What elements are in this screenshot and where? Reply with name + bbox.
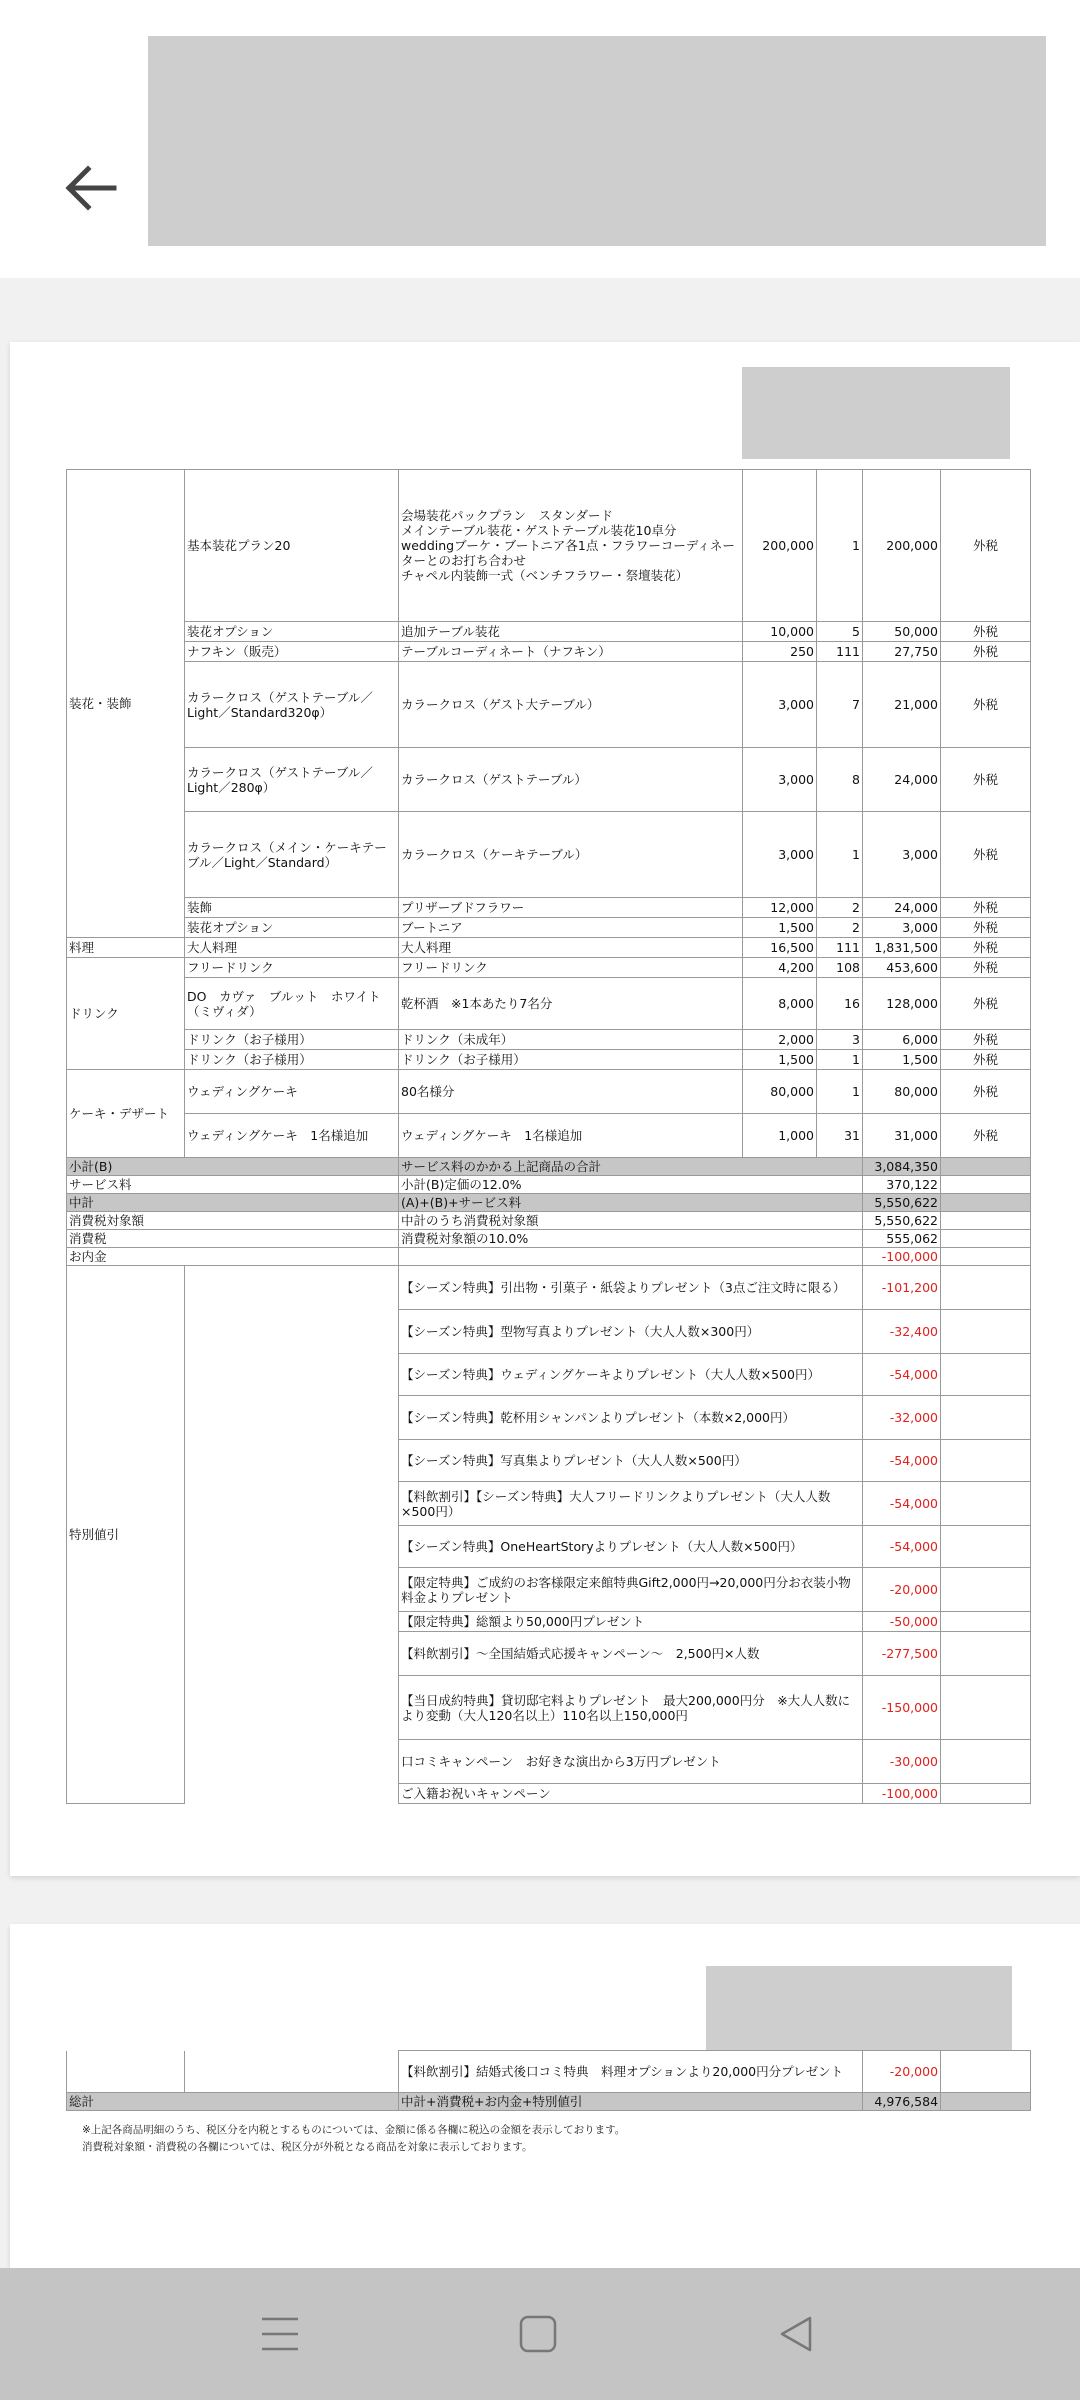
unit-price: 3,000 — [743, 812, 817, 898]
line-item-row — [67, 622, 1031, 642]
discount-amount: -54,000 — [863, 1526, 941, 1568]
tax-type: 外税 — [941, 958, 1031, 978]
empty-cell — [941, 1194, 1031, 1212]
menu-icon — [260, 2315, 300, 2353]
quantity: 111 — [817, 938, 863, 958]
category-cell: 装花・装飾 — [67, 470, 185, 938]
unit-price: 1,500 — [743, 1050, 817, 1070]
empty-cell — [941, 1176, 1031, 1194]
summary-amount: -100,000 — [863, 1248, 941, 1266]
discount-description: 【料飲割引】～全国結婚式応援キャンペーン～ 2,500円×人数 — [399, 1632, 863, 1676]
discount-amount: -30,000 — [863, 1740, 941, 1784]
item-name: フリードリンク — [185, 958, 399, 978]
summary-amount: 555,062 — [863, 1230, 941, 1248]
summary-description: サービス料のかかる上記商品の合計 — [399, 1158, 863, 1176]
discount-amount: -20,000 — [863, 2051, 941, 2093]
amount: 453,600 — [863, 958, 941, 978]
discount-amount: -100,000 — [863, 1784, 941, 1804]
empty-cell — [941, 1784, 1031, 1804]
app-header — [0, 0, 1080, 278]
discount-amount: -54,000 — [863, 1440, 941, 1482]
summary-label: サービス料 — [67, 1176, 399, 1194]
empty-cell — [941, 1440, 1031, 1482]
footnotes — [82, 2122, 625, 2157]
tax-type: 外税 — [941, 1050, 1031, 1070]
summary-label: お内金 — [67, 1248, 399, 1266]
unit-price: 3,000 — [743, 662, 817, 748]
unit-price: 1,500 — [743, 918, 817, 938]
line-item-row — [67, 1030, 1031, 1050]
grand-total-amount: 4,976,584 — [863, 2093, 941, 2111]
amount: 24,000 — [863, 748, 941, 812]
discount-description: 【シーズン特典】写真集よりプレゼント（大人人数×500円） — [399, 1440, 863, 1482]
line-item-row — [67, 958, 1031, 978]
arrow-left-icon — [62, 163, 118, 213]
system-navigation-bar — [0, 2268, 1080, 2400]
quantity: 8 — [817, 748, 863, 812]
amount: 50,000 — [863, 622, 941, 642]
line-item-row — [67, 938, 1031, 958]
empty-cell — [941, 1248, 1031, 1266]
line-item-row — [67, 978, 1031, 1030]
unit-price: 12,000 — [743, 898, 817, 918]
discount-description: 【当日成約特典】貸切邸宅料よりプレゼント 最大200,000円分 ※大人人数により変動（大人120名以上）110名以上150,000円 — [399, 1676, 863, 1740]
line-item-row — [67, 748, 1031, 812]
summary-amount: 5,550,622 — [863, 1194, 941, 1212]
estimate-table — [66, 469, 1031, 1804]
discount-amount: -150,000 — [863, 1676, 941, 1740]
quantity: 16 — [817, 978, 863, 1030]
item-description: カラークロス（ゲスト大テーブル） — [399, 662, 743, 748]
amount: 80,000 — [863, 1070, 941, 1114]
summary-label: 中計 — [67, 1194, 399, 1212]
item-name: ウェディングケーキ — [185, 1070, 399, 1114]
line-item-row — [67, 662, 1031, 748]
amount: 24,000 — [863, 898, 941, 918]
tax-type: 外税 — [941, 898, 1031, 918]
empty-cell — [941, 1266, 1031, 1310]
line-item-row — [67, 1050, 1031, 1070]
unit-price: 16,500 — [743, 938, 817, 958]
summary-row — [67, 1158, 1031, 1176]
empty-cell — [941, 1158, 1031, 1176]
item-description: カラークロス（ゲストテーブル） — [399, 748, 743, 812]
amount: 6,000 — [863, 1030, 941, 1050]
tax-type: 外税 — [941, 978, 1031, 1030]
empty-cell — [941, 1740, 1031, 1784]
line-item-row — [67, 470, 1031, 622]
category-cell: ドリンク — [67, 958, 185, 1070]
summary-amount: 370,122 — [863, 1176, 941, 1194]
amount: 21,000 — [863, 662, 941, 748]
summary-row — [67, 1212, 1031, 1230]
item-name: カラークロス（ゲストテーブル／Light／280φ） — [185, 748, 399, 812]
redacted-header-area — [148, 36, 1046, 246]
amount: 1,500 — [863, 1050, 941, 1070]
line-item-row — [67, 642, 1031, 662]
quantity: 2 — [817, 898, 863, 918]
quantity: 111 — [817, 642, 863, 662]
item-name: カラークロス（ゲストテーブル／Light／Standard320φ） — [185, 662, 399, 748]
line-item-row — [67, 812, 1031, 898]
item-description: 追加テーブル装花 — [399, 622, 743, 642]
summary-description: 消費税対象額の10.0% — [399, 1230, 863, 1248]
empty-cell — [185, 1266, 399, 1804]
amount: 27,750 — [863, 642, 941, 662]
back-triangle-icon — [776, 2314, 816, 2354]
unit-price: 1,000 — [743, 1114, 817, 1158]
discount-description: 【シーズン特典】ウェディングケーキよりプレゼント（大人人数×500円） — [399, 1354, 863, 1396]
item-description: カラークロス（ケーキテーブル） — [399, 812, 743, 898]
item-name: 装飾 — [185, 898, 399, 918]
empty-cell — [941, 1482, 1031, 1526]
item-description: ドリンク（お子様用） — [399, 1050, 743, 1070]
line-item-row — [67, 1114, 1031, 1158]
item-name: カラークロス（メイン・ケーキテーブル／Light／Standard） — [185, 812, 399, 898]
tax-type: 外税 — [941, 642, 1031, 662]
discount-row — [67, 1266, 1031, 1310]
quantity: 31 — [817, 1114, 863, 1158]
estimate-page-1 — [10, 342, 1080, 1876]
quantity: 108 — [817, 958, 863, 978]
quantity: 1 — [817, 1070, 863, 1114]
summary-row — [67, 1176, 1031, 1194]
unit-price: 3,000 — [743, 748, 817, 812]
item-description: ドリンク（未成年） — [399, 1030, 743, 1050]
tax-type: 外税 — [941, 1070, 1031, 1114]
empty-cell — [941, 1612, 1031, 1632]
tax-type: 外税 — [941, 812, 1031, 898]
discount-amount: -32,000 — [863, 1396, 941, 1440]
empty-cell — [941, 1526, 1031, 1568]
estimate-page-2 — [10, 1924, 1080, 2268]
discount-description: 【限定特典】総額より50,000円プレゼント — [399, 1612, 863, 1632]
item-description: テーブルコーディネート（ナフキン） — [399, 642, 743, 662]
discount-amount: -277,500 — [863, 1632, 941, 1676]
home-button[interactable] — [508, 2304, 568, 2364]
system-back-button[interactable] — [766, 2304, 826, 2364]
amount: 3,000 — [863, 812, 941, 898]
grand-total-row — [67, 2093, 1031, 2111]
item-name: ナフキン（販売） — [185, 642, 399, 662]
footnote: ※上記各商品明細のうち、税区分を内税とするものについては、金額に係る各欄に税込の金額を表示しております。 — [82, 2124, 626, 2136]
item-description: プリザーブドフラワー — [399, 898, 743, 918]
empty-cell — [941, 1212, 1031, 1230]
amount: 3,000 — [863, 918, 941, 938]
item-description: 乾杯酒 ※1本あたり7名分 — [399, 978, 743, 1030]
summary-description: 中計のうち消費税対象額 — [399, 1212, 863, 1230]
summary-amount: 3,084,350 — [863, 1158, 941, 1176]
item-description: 80名様分 — [399, 1070, 743, 1114]
quantity: 7 — [817, 662, 863, 748]
unit-price: 8,000 — [743, 978, 817, 1030]
discount-amount: -54,000 — [863, 1354, 941, 1396]
quantity: 3 — [817, 1030, 863, 1050]
discount-description: 【シーズン特典】乾杯用シャンパンよりプレゼント（本数×2,000円） — [399, 1396, 863, 1440]
item-name: 装花オプション — [185, 918, 399, 938]
footnote: 消費税対象額・消費税の各欄については、税区分が外税となる商品を対象に表示しております。 — [82, 2141, 533, 2154]
summary-description — [399, 1248, 863, 1266]
summary-row — [67, 1194, 1031, 1212]
recent-apps-button[interactable] — [250, 2304, 310, 2364]
amount: 31,000 — [863, 1114, 941, 1158]
item-description: ウェディングケーキ 1名様追加 — [399, 1114, 743, 1158]
grand-total-label: 総計 — [67, 2093, 399, 2111]
quantity: 1 — [817, 470, 863, 622]
discount-description: 【シーズン特典】OneHeartStoryよりプレゼント（大人人数×500円） — [399, 1526, 863, 1568]
amount: 128,000 — [863, 978, 941, 1030]
item-name: ウェディングケーキ 1名様追加 — [185, 1114, 399, 1158]
tax-type: 外税 — [941, 1114, 1031, 1158]
summary-amount: 5,550,622 — [863, 1212, 941, 1230]
redacted-area — [706, 1966, 1012, 2050]
empty-cell — [941, 1632, 1031, 1676]
item-description: 会場装花パックプラン スタンダード メインテーブル装花・ゲストテーブル装花10卓分 weddingブーケ・ブートニア各1点・フラワーコーディネーターとのお打ち合わせ チャペル内装飾一式（ベンチフラワー・祭壇装花） — [399, 470, 743, 622]
discount-description: ご入籍お祝いキャンペーン — [399, 1784, 863, 1804]
tax-type: 外税 — [941, 1030, 1031, 1050]
item-name: DO カヴァ ブルット ホワイト（ミヴィダ） — [185, 978, 399, 1030]
empty-cell — [941, 1354, 1031, 1396]
summary-row — [67, 1230, 1031, 1248]
amount: 1,831,500 — [863, 938, 941, 958]
summary-label: 消費税対象額 — [67, 1212, 399, 1230]
tax-type: 外税 — [941, 470, 1031, 622]
discount-amount: -50,000 — [863, 1612, 941, 1632]
item-name: 基本装花プラン20 — [185, 470, 399, 622]
tax-type: 外税 — [941, 748, 1031, 812]
discount-description: 【限定特典】ご成約のお客様限定来館特典Gift2,000円→20,000円分お衣装小物料金よりプレゼント — [399, 1568, 863, 1612]
summary-label: 小計(B) — [67, 1158, 399, 1176]
category-cell: 料理 — [67, 938, 185, 958]
item-name: ドリンク（お子様用） — [185, 1050, 399, 1070]
empty-cell — [941, 1310, 1031, 1354]
unit-price: 10,000 — [743, 622, 817, 642]
item-description: 大人料理 — [399, 938, 743, 958]
empty-cell — [941, 1396, 1031, 1440]
quantity: 5 — [817, 622, 863, 642]
discount-description: 【シーズン特典】型物写真よりプレゼント（大人人数×300円） — [399, 1310, 863, 1354]
line-item-row — [67, 898, 1031, 918]
tax-type: 外税 — [941, 938, 1031, 958]
discount-label: 特別値引 — [67, 1266, 185, 1804]
back-button[interactable] — [52, 150, 128, 226]
discount-description: 口コミキャンペーン お好きな演出から3万円プレゼント — [399, 1740, 863, 1784]
discount-amount: -20,000 — [863, 1568, 941, 1612]
discount-description: 【料飲割引】【シーズン特典】大人フリードリンクよりプレゼント（大人人数×500円） — [399, 1482, 863, 1526]
quantity: 1 — [817, 1050, 863, 1070]
discount-amount: -101,200 — [863, 1266, 941, 1310]
tax-type: 外税 — [941, 622, 1031, 642]
item-name: 大人料理 — [185, 938, 399, 958]
quantity: 1 — [817, 812, 863, 898]
grand-total-description: 中計+消費税+お内金+特別値引 — [399, 2093, 863, 2111]
unit-price: 250 — [743, 642, 817, 662]
unit-price: 4,200 — [743, 958, 817, 978]
redacted-area — [742, 367, 1010, 459]
discount-amount: -54,000 — [863, 1482, 941, 1526]
unit-price: 80,000 — [743, 1070, 817, 1114]
item-name: 装花オプション — [185, 622, 399, 642]
tax-type: 外税 — [941, 918, 1031, 938]
home-square-icon — [518, 2314, 558, 2354]
unit-price: 200,000 — [743, 470, 817, 622]
line-item-row — [67, 1070, 1031, 1114]
line-item-row — [67, 918, 1031, 938]
summary-description: (A)+(B)+サービス料 — [399, 1194, 863, 1212]
tax-type: 外税 — [941, 662, 1031, 748]
summary-row — [67, 1248, 1031, 1266]
item-description: フリードリンク — [399, 958, 743, 978]
summary-description: 小計(B)定価の12.0% — [399, 1176, 863, 1194]
estimate-table-continued — [66, 2050, 1031, 2111]
item-description: ブートニア — [399, 918, 743, 938]
quantity: 2 — [817, 918, 863, 938]
amount: 200,000 — [863, 470, 941, 622]
discount-description: 【シーズン特典】引出物・引菓子・紙袋よりプレゼント（3点ご注文時に限る） — [399, 1266, 863, 1310]
discount-row — [67, 2051, 1031, 2093]
category-cell: ケーキ・デザート — [67, 1070, 185, 1158]
item-name: ドリンク（お子様用） — [185, 1030, 399, 1050]
summary-label: 消費税 — [67, 1230, 399, 1248]
empty-cell — [941, 1676, 1031, 1740]
unit-price: 2,000 — [743, 1030, 817, 1050]
empty-cell — [941, 1230, 1031, 1248]
discount-description: 【料飲割引】結婚式後口コミ特典 料理オプションより20,000円分プレゼント — [399, 2051, 863, 2093]
empty-cell — [941, 1568, 1031, 1612]
discount-amount: -32,400 — [863, 1310, 941, 1354]
